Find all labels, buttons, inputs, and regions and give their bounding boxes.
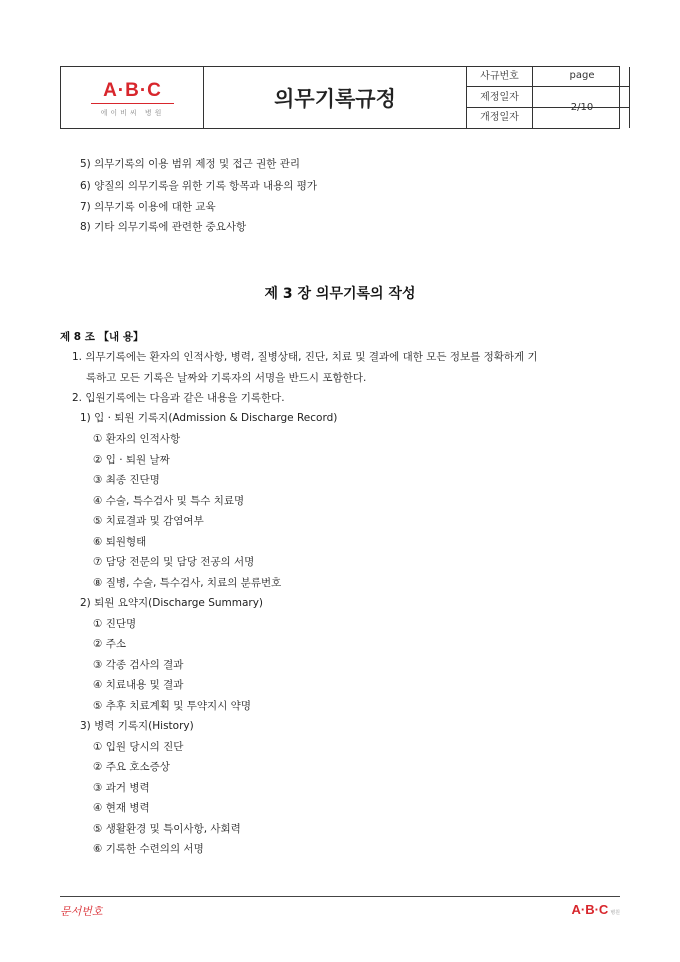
footer-logo-subtitle: 병원 — [610, 910, 620, 916]
list-item: ① 진단명 — [93, 618, 137, 630]
section-title: 2) 퇴원 요약지(Discharge Summary) — [80, 597, 264, 609]
list-item: ③ 과거 병력 — [93, 782, 150, 794]
list-item: ⑥ 기록한 수련의의 서명 — [93, 843, 204, 855]
list-item: 5) 의무기록의 이용 범위 제정 및 접근 권한 관리 — [80, 158, 301, 170]
footer-document-number: 문서번호 — [60, 905, 103, 918]
page-label: page — [544, 66, 620, 87]
paragraph-line: 1. 의무기록에는 환자의 인적사항, 병력, 질병상태, 진단, 치료 및 결과에 대한 모든 정보를 정확하게 기 — [72, 351, 538, 363]
footer-logo-text: A·B·C — [571, 902, 609, 917]
list-item: ③ 각종 검사의 결과 — [93, 659, 184, 671]
hospital-logo-subtitle: 에이비씨 병원 — [100, 109, 165, 117]
article-heading: 제 8 조 【내 용】 — [60, 331, 144, 343]
list-item: ④ 치료내용 및 결과 — [93, 679, 184, 691]
chapter-heading: 제 3 장 의무기록의 작성 — [264, 286, 416, 302]
list-item: ① 환자의 인적사항 — [93, 433, 181, 445]
list-item: ⑤ 생활환경 및 특이사항, 사회력 — [93, 823, 241, 835]
paragraph-line: 2. 입원기록에는 다음과 같은 내용을 기록한다. — [72, 392, 285, 404]
footer-logo — [560, 902, 620, 917]
revision-date-label: 개정일자 — [467, 108, 533, 128]
list-item: ⑥ 퇴원형태 — [93, 536, 147, 548]
list-item: ⑤ 치료결과 및 감염여부 — [93, 515, 204, 527]
regulation-number-label: 사규번호 — [467, 67, 533, 87]
logo-cell — [61, 67, 204, 128]
list-item: ② 입 · 퇴원 날짜 — [93, 454, 170, 466]
list-item: 8) 기타 의무기록에 관련한 중요사항 — [80, 221, 247, 233]
list-item: ④ 현재 병력 — [93, 802, 150, 814]
list-item: ④ 수술, 특수검사 및 특수 치료명 — [93, 495, 245, 507]
list-item: 7) 의무기록 이용에 대한 교육 — [80, 201, 216, 213]
logo-underline — [91, 103, 174, 104]
list-item: ⑤ 추후 치료계획 및 투약지시 약명 — [93, 700, 251, 712]
document-title: 의무기록규정 — [204, 67, 467, 128]
paragraph-line: 록하고 모든 기록은 날짜와 기록자의 서명을 반드시 포함한다. — [86, 372, 367, 384]
enactment-date-label: 제정일자 — [467, 87, 533, 108]
document-header-table — [60, 66, 620, 129]
page-number: 2/10 — [570, 102, 594, 113]
hospital-logo: A·B·C — [103, 80, 162, 101]
section-title: 1) 입 · 퇴원 기록지(Admission & Discharge Record) — [80, 412, 338, 424]
list-item: ⑦ 담당 전문의 및 담당 전공의 서명 — [93, 556, 255, 568]
section-title: 3) 병력 기록지(History) — [80, 720, 194, 732]
list-item: 6) 양질의 의무기록을 위한 기록 항목과 내용의 평가 — [80, 180, 317, 192]
footer-divider — [60, 896, 620, 897]
list-item: ② 주요 호소증상 — [93, 761, 170, 773]
list-item: ① 입원 당시의 진단 — [93, 741, 184, 753]
list-item: ③ 최종 진단명 — [93, 474, 160, 486]
list-item: ⑧ 질병, 수술, 특수검사, 치료의 분류번호 — [93, 577, 282, 589]
list-item: ② 주소 — [93, 638, 127, 650]
